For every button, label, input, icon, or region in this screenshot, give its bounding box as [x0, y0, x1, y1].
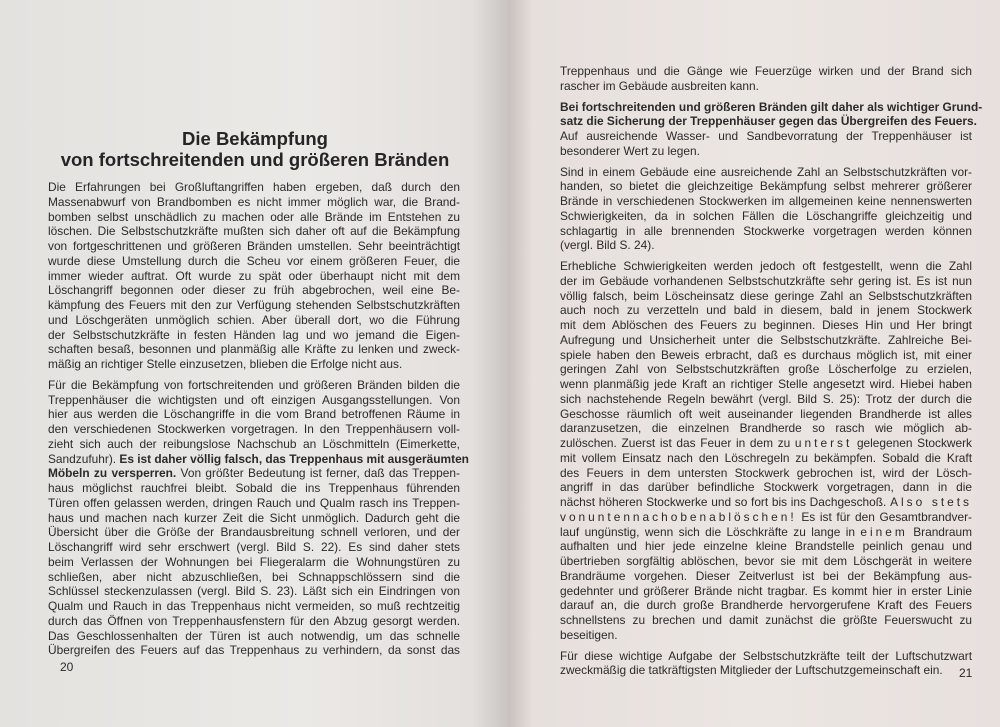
text-segment: lauf ungünstig, wenn sich die Löschkräfte zu lange in: [560, 524, 861, 539]
text-line: Brandräume vorgehen. Dieser Zeitverlust ist bei der Bekämpfung aus-: [560, 568, 972, 583]
spaced-emphasis-text: Also stets: [890, 495, 973, 509]
right-page: [508, 0, 1000, 727]
text-line: Auf ausreichende Wasser- und Sandbevorratung der Treppenhäuser ist: [560, 129, 972, 143]
text-segment: nächst höheren Stockwerke und so fort bis ins Dachgeschoß.: [560, 495, 891, 509]
text-line: bomben selbst unschädlich zu machen oder alle Brände im Entstehen zu: [48, 209, 460, 224]
text-segment: gelegenen Stockwerk: [852, 436, 972, 450]
text-line: [560, 510, 972, 525]
text-line: Aufregung und Unsicherheit unter die Selbstschutzkräfte. Zahlreiche Bei-: [560, 332, 972, 347]
text-line: Die Erfahrungen bei Großluftangriffen haben ergeben, daß durch den: [48, 180, 460, 194]
text-line: Das Geschlossenhalten der Türen ist auch notwendig, um das schnelle: [48, 628, 460, 643]
text-line: Schlüssel steckenzulassen (vergl. Bild S. 23). Läßt sich ein Eindringen von: [48, 584, 460, 599]
text-line: [48, 451, 469, 467]
text-line: auch noch zu verzetteln und bald in diesem, bald in jenem Stockwerk: [560, 303, 972, 318]
text-line: Qualm und Rauch in das Treppenhaus nicht vermeiden, so muß rechtzeitig: [48, 599, 460, 613]
text-line: Geschosse räumlich oft weit auseinander liegenden Brandherde ist alles: [560, 406, 972, 421]
bold-text: satz die Sicherung der Treppenhäuser gegen das Übergreifen des Feuers.: [560, 114, 977, 129]
text-line: hier aus werden die Löschangriffe in die vom Brand betroffenen Räume in: [48, 407, 460, 422]
paragraph: [560, 165, 972, 254]
text-line: Sind in einem Gebäude eine ausreichende Zahl an Selbstschutzkräften vor-: [560, 164, 972, 179]
paragraph: [48, 180, 460, 372]
text-segment: zulöschen. Zuerst ist das Feuer in dem zu: [560, 436, 795, 450]
text-line: geringen Zahl von Selbstschutzkräften große Löscherfolge zu erzielen,: [560, 362, 972, 377]
text-line: aufhalten und hier jede einzelne kleine Brandstelle peinlich genau und: [560, 539, 972, 554]
text-line: gedehnter und größerer Brände nicht tragbar. Es kommt hier in erster Linie: [560, 583, 972, 598]
text-line: Schwierigkeiten, da in solchen Fällen die Löschangriffe gleichzeitig und: [560, 208, 972, 223]
text-line: angriff in das darüber befindliche Stockwerk vorgetragen, dann in die: [560, 480, 972, 495]
text-segment: Es ist für den Gesamtbrandver-: [796, 509, 972, 524]
text-line: schlagartig in alle brennenden Stockwerke vorgetragen werden können: [560, 223, 972, 238]
text-line: haus und machen nach kurzer Zeit die Sicht unmöglich. Dadurch geht die: [48, 510, 460, 525]
right-text-column: [560, 64, 983, 684]
text-line: der im Gebäude vorhandenen Selbstschutzkräfte sehr gering ist. Es ist nun: [560, 273, 972, 288]
text-line: Für die Bekämpfung von fortschreitenden und größeren Bränden bilden die: [48, 377, 460, 392]
title-line-2: von fortschreitenden und größeren Bränden: [60, 149, 450, 170]
text-segment: Sandzufuhr).: [48, 451, 120, 466]
page-number: 21: [959, 666, 973, 680]
text-line: schließen, aber nicht abzuschließen, bei Schnappschlössern sind die: [48, 569, 460, 584]
text-line: schnellstens zu brechen und damit zunächst die größte Feuerswucht zu: [560, 613, 972, 627]
text-line: [560, 525, 972, 540]
text-line: Treppenhaus und die Gänge wie Feuerzüge wirken und der Brand sich: [560, 64, 972, 78]
spaced-emphasis-text: vonuntennachobenablöschen!: [560, 509, 797, 524]
text-line: übertrieben sorgfältig ablöschen, bevor sie mit dem Löschgerät in weitere: [560, 554, 972, 568]
text-line: Für diese wichtige Aufgabe der Selbstschutzkräfte teilt der Luftschutzwart: [560, 648, 972, 663]
text-line: Massenabwurf von Brandbomben es nicht immer möglich war, die Brand-: [48, 194, 460, 209]
text-line: Erhebliche Schwierigkeiten werden jedoch oft festgestellt, wenn die Zahl: [560, 259, 972, 273]
spaced-emphasis-text: unterst: [794, 436, 853, 450]
text-line: wenn planmäßig jede Kraft an richtiger Stelle angesetzt wird. Hiebei haben: [560, 377, 972, 391]
text-line: völlig falsch, beim Löscheinsatz diese geringe Zahl an Selbstschutzkräften: [560, 288, 972, 303]
text-line: Brände in verschiedenen Stockwerken im allgemeinen keine nennenswerten: [560, 194, 972, 208]
page-number: 20: [60, 660, 74, 674]
text-line: [560, 99, 983, 115]
text-line: haus möglichst rauchfrei bleibt. Sobald die ins Treppenhaus führenden: [48, 481, 460, 495]
text-line: mit dem Ablöschen des Feuers zu beginnen. Dieses Hin und Her bringt: [560, 318, 972, 332]
text-line: der Selbstschutzkräfte in festen Händen lag und wo jemand die Eigen-: [48, 327, 460, 342]
paragraph: [560, 259, 972, 643]
text-line: Löschangriff wird sehr erschwert (vergl. Bild S. 22). Es sind daher stets: [48, 540, 460, 554]
text-line: zweckmäßig die tatkräftigsten Mitglieder der Luftschutzgemeinschaft ein.: [560, 663, 943, 678]
text-line: darauf an, die durch große Brandherde hervorgerufene Kraft des Feuers: [560, 598, 972, 613]
title-line-1: Die Bekämpfung: [182, 128, 328, 149]
left-text-column: [48, 180, 469, 664]
text-line: rascher im Gebäude ausbreiten kann.: [560, 78, 759, 93]
text-line: von fortgeschrittenen und größeren Bränden umstellen. Sehr beeinträchtigt: [48, 239, 460, 253]
text-line: löschen. Die Selbstschutzkräfte mußten sich daher oft auf die Bekämpfung: [48, 224, 460, 239]
text-line: [48, 466, 460, 481]
text-line: des Feuers in dem untersten Stockwerk gebrochen ist, wird der Lösch-: [560, 465, 972, 480]
text-line: Übersicht über die Größe der Brandausbreitung schnell verloren, und der: [48, 525, 460, 540]
text-line: wurde diese Umstellung durch die Scheu vor einem größeren Feuer, die: [48, 253, 460, 268]
text-line: (vergl. Bild S. 24).: [560, 238, 655, 253]
text-line: [560, 436, 972, 451]
chapter-title: [40, 128, 470, 170]
bold-text: Möbeln zu versperren.: [48, 466, 177, 481]
paragraph: [48, 377, 469, 658]
text-line: Türen offen gelassen werden, dringen Rauch und Qualm rasch ins Treppen-: [48, 495, 460, 510]
bold-text: Es ist daher völlig falsch, das Treppenhaus mit ausgeräumten: [119, 451, 469, 466]
text-line: Treppenhäuser die wichtigsten und oft einzigen Ausgangsstellungen. Von: [48, 392, 460, 407]
text-segment: Von größter Bedeutung ist ferner, daß das Treppen-: [176, 466, 460, 481]
text-line: Übergreifen des Feuers auf das Treppenhaus zu verhindern, da sonst das: [48, 643, 460, 658]
text-line: den verschiedenen Stockwerken vorgetragen. In den Treppenhäusern voll-: [48, 422, 460, 436]
spaced-emphasis-text: einem: [860, 524, 908, 539]
bold-text: Bei fortschreitenden und größeren Bränden gilt daher als wichtiger Grund-: [560, 99, 983, 114]
text-line: immer wieder auftrat. Oft wurde zu spät oder überhaupt nicht mit dem: [48, 268, 460, 283]
text-line: beim Verlassen der Wohnungen bei Fliegeralarm die Wohnungstüren zu: [48, 554, 460, 569]
text-line: schaften besaß, besonnen und planmäßig alle Kräfte zu lenken und zweck-: [48, 342, 460, 357]
text-line: Löschangriff begonnen oder dieser zu früh abgebrochen, weil eine Be-: [48, 283, 460, 298]
text-line: [560, 114, 977, 129]
text-line: handen, so bietet die gleichzeitige Bekämpfung selbst mehrerer größerer: [560, 179, 972, 194]
text-line: mit vollem Einsatz nach den Löschregeln zu bekämpfen. Sobald die Kraft: [560, 450, 972, 465]
paragraph: [560, 649, 972, 679]
text-line: sich nachstehende Regeln bewährt (vergl. Bild S. 25): Trotz der durch die: [560, 391, 972, 406]
paragraph: [560, 99, 983, 159]
text-line: und Löschgeräten unmöglich schien. Aber überall dort, wo die Führung: [48, 312, 460, 327]
text-line: zieht sich auch der reibungslose Nachschub an Löschmitteln (Eimerkette,: [48, 436, 460, 451]
text-segment: Brandraum: [907, 524, 973, 539]
text-line: durch das Öffnen von Treppenhausfenstern für den Abzug gesorgt werden.: [48, 613, 460, 628]
paragraph: [560, 64, 972, 94]
text-line: daranzusetzen, die einzelnen Brandherde so rasch wie möglich ab-: [560, 421, 972, 436]
text-line: spiele haben den Beweis erbracht, daß es durchaus möglich ist, mit einer: [560, 347, 972, 362]
text-line: kämpfung des Feuers mit den zur Verfügung stehenden Selbstschutzkräften: [48, 298, 460, 312]
text-line: beseitigen.: [560, 627, 618, 642]
text-line: [560, 495, 972, 510]
text-line: mäßig an richtiger Stelle einzusetzen, blieben die Erfolge nicht aus.: [48, 357, 403, 371]
text-line: besonderer Wert zu legen.: [560, 143, 700, 158]
